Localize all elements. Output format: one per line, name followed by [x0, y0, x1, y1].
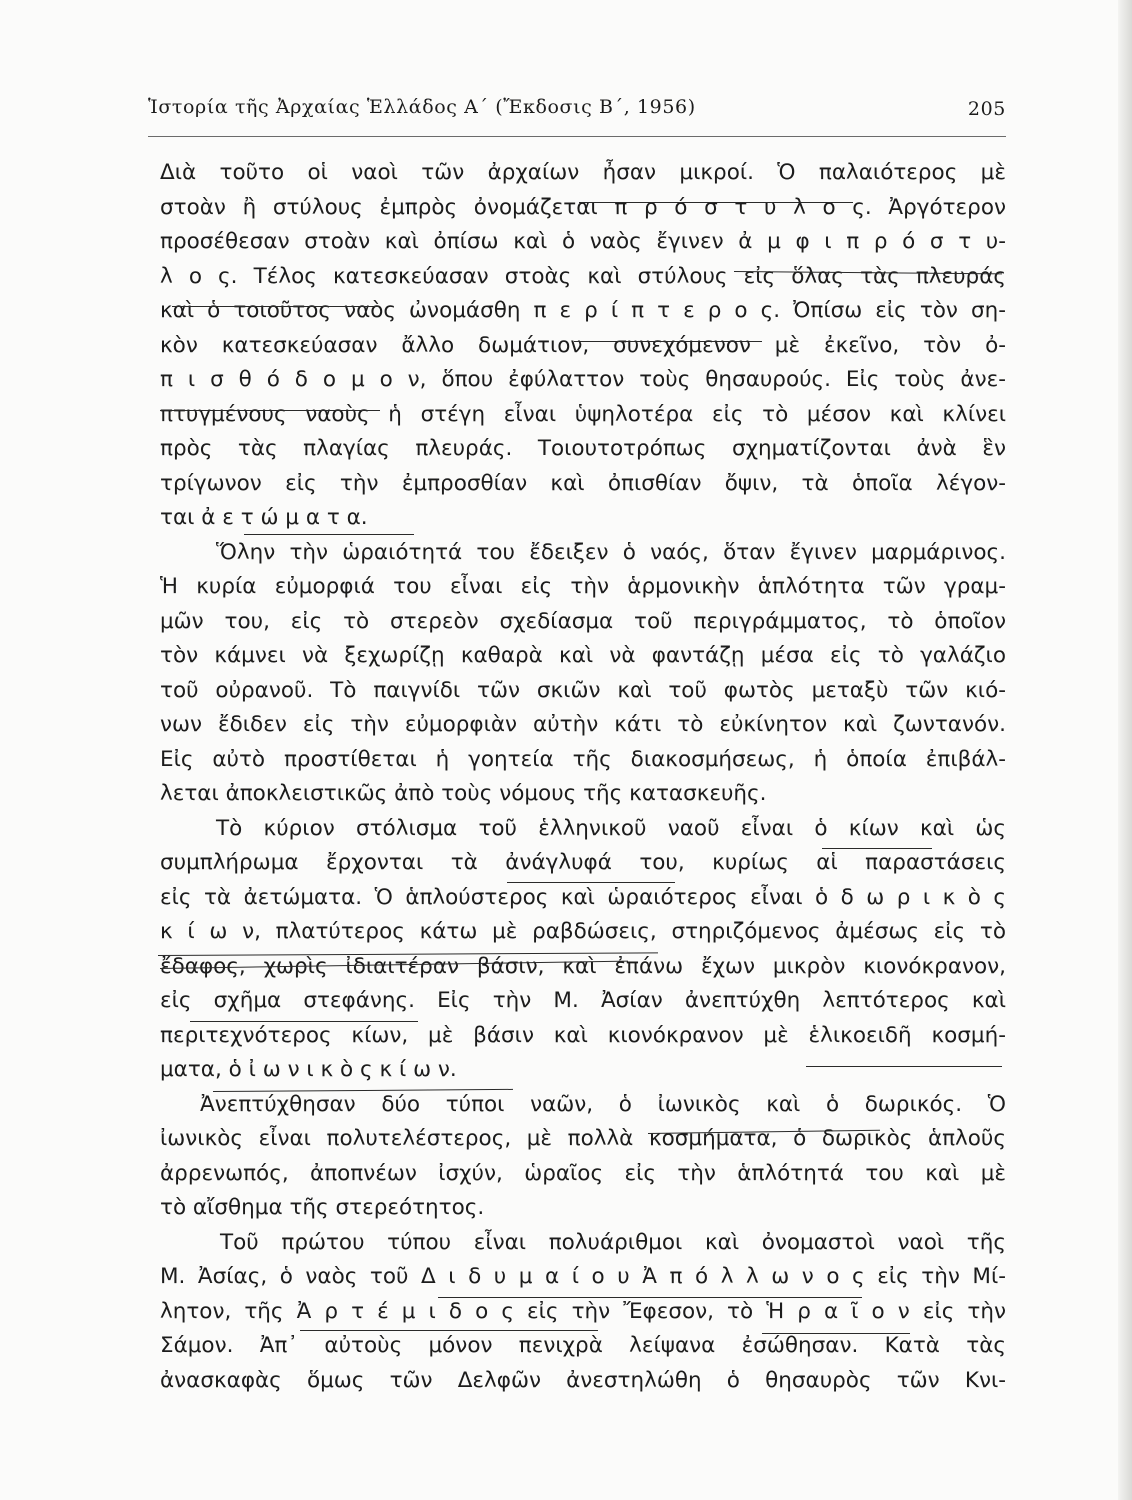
text-line: στοὰν ἢ στύλους ἐμπρὸς ὀνομάζεται π ρ ό σ τ υ λ ο ς. Ἀργότερον [160, 194, 1006, 220]
text-line: καὶ ὁ τοιοῦτος ναὸς ὠνομάσθη π ε ρ ί π τ ε ρ ο ς. Ὀπίσω εἰς τὸν ση- [160, 298, 1006, 323]
text-line: κ ί ω ν, πλατύτερος κάτω μὲ ραβδώσεις, στηριζόμενος ἀμέσως εἰς τὸ [160, 919, 1006, 944]
page-number: 205 [967, 98, 1006, 120]
text-line: πρὸς τὰς πλαγίας πλευράς. Τοιουτοτρόπως σχηματίζονται ἀνὰ ἓν [160, 436, 1006, 461]
text-line: ἀνασκαφὰς ὅμως τῶν Δελφῶν ἀνεστηλώθη ὁ θησαυρὸς τῶν Κνι- [160, 1367, 1006, 1393]
text-line: κὸν κατεσκεύασαν ἄλλο δωμάτιον, συνεχόμενον μὲ ἐκεῖνο, τὸν ὀ- [160, 332, 1006, 358]
text-line: ἰωνικὸς εἶναι πολυτελέστερος, μὲ πολλὰ κοσμήματα, ὁ δωρικὸς ἁπλοῦς [160, 1126, 1006, 1151]
text-line: περιτεχνότερος κίων, μὲ βάσιν καὶ κιονόκρανον μὲ ἑλικοειδῆ κοσμή- [160, 1022, 1006, 1048]
text-line: εἰς σχῆμα στεφάνης. Εἰς τὴν Μ. Ἀσίαν ἀνεπτύχθη λεπτότερος καὶ [160, 988, 1006, 1013]
text-line: μῶν του, εἰς τὸ στερεὸν σχεδίασμα τοῦ περιγράμματος, τὸ ὁποῖον [160, 608, 1006, 634]
text-line: ται ἀ ε τ ώ μ α τ α. [160, 505, 368, 530]
text-line: συμπλήρωμα ἔρχονται τὰ ἀνάγλυφά του, κυρίως αἱ παραστάσεις [160, 850, 1006, 875]
pen-underline [507, 882, 675, 883]
page-edge-shadow [1118, 0, 1132, 1500]
pen-underline [244, 534, 414, 535]
text-line: Τοῦ πρώτου τύπου εἶναι πολυάριθμοι καὶ ὀνομαστοὶ ναοὶ τῆς [220, 1229, 1006, 1255]
pen-underline [762, 1333, 910, 1334]
text-line: Ὅλην τὴν ὡραιότητά του ἔδειξεν ὁ ναός, ὅταν ἔγινεν μαρμάρινος. [216, 539, 1006, 565]
body-text [160, 156, 1006, 1398]
pen-underline [438, 1297, 862, 1298]
text-line: Μ. Ἀσίας, ὁ ναὸς τοῦ Δ ι δ υ μ α ί ο υ Ἀ π ό λ λ ω ν ο ς εἰς τὴν Μί- [160, 1264, 1006, 1289]
pen-underline [574, 341, 762, 342]
text-line: Διὰ τοῦτο οἱ ναοὶ τῶν ἀρχαίων ἦσαν μικροί. Ὁ παλαιότερος μὲ [160, 160, 1006, 185]
text-line: τὸν κάμνει νὰ ξεχωρίζῃ καθαρὰ καὶ νὰ φαντάζῃ μέσα εἰς τὸ γαλάζιο [160, 643, 1006, 668]
pen-underline [172, 306, 380, 307]
text-line: Ἡ κυρία εὐμορφιά του εἶναι εἰς τὴν ἁρμονικὴν ἁπλότητα τῶν γραμ- [160, 574, 1006, 599]
text-line: λητον, τῆς Ἀ ρ τ έ μ ι δ ο ς εἰς τὴν Ἔφεσον, τὸ Ἡ ρ α ῖ ο ν εἰς τὴν [160, 1298, 1006, 1324]
text-line: ἀρρενωπός, ἀποπνέων ἰσχύν, ὡραῖος εἰς τὴν ἁπλότητά του καὶ μὲ [160, 1160, 1006, 1186]
pen-underline [806, 1066, 1002, 1067]
text-line: λ ο ς. Τέλος κατεσκεύασαν στοὰς καὶ στύλους εἰς ὅλας τὰς πλευράς [160, 263, 1006, 289]
text-line: ματα, ὁ ἰ ω ν ι κ ὸ ς κ ί ω ν. [160, 1057, 457, 1082]
text-line: εἰς τὰ ἀετώματα. Ὁ ἁπλούστερος καὶ ὡραιότερος εἶναι ὁ δ ω ρ ι κ ὸ ς [160, 884, 1006, 910]
pen-underline [160, 410, 380, 411]
text-line: Τὸ κύριον στόλισμα τοῦ ἑλληνικοῦ ναοῦ εἶναι ὁ κίων καὶ ὡς [216, 815, 1006, 841]
text-line: νων ἔδιδεν εἰς τὴν εὐμορφιὰν αὐτὴν κάτι τὸ εὐκίνητον καὶ ζωντανόν. [160, 712, 1006, 737]
text-line: Ἀνεπτύχθησαν δύο τύποι ναῶν, ὁ ἰωνικὸς καὶ ὁ δωρικός. Ὁ [200, 1091, 1006, 1117]
text-line: Εἰς αὐτὸ προστίθεται ἡ γοητεία τῆς διακοσμήσεως, ἡ ὁποία ἐπιβάλ- [160, 746, 1006, 772]
text-line: προσέθεσαν στοὰν καὶ ὀπίσω καὶ ὁ ναὸς ἔγινεν ἀ μ φ ι π ρ ό σ τ υ- [160, 229, 1006, 254]
text-line: τοῦ οὐρανοῦ. Τὸ παιγνίδι τῶν σκιῶν καὶ τοῦ φωτὸς μεταξὺ τῶν κιό- [160, 677, 1006, 703]
text-line: πτυγμένους ναοὺς ἡ στέγη εἶναι ὑψηλοτέρα εἰς τὸ μέσον καὶ κλίνει [160, 401, 1006, 427]
pen-underline [822, 848, 932, 849]
header-title: Ἱστορία τῆς Ἀρχαίας Ἑλλάδος Α΄ (Ἔκδοσις Β΄, 1956) [148, 96, 696, 118]
pen-underline [579, 202, 853, 203]
text-line: Σάμον. Ἀπ᾿ αὐτοὺς μόνον πενιχρὰ λείψανα ἐσώθησαν. Κατὰ τὰς [160, 1333, 1006, 1358]
header-rule [148, 136, 1006, 137]
pen-underline [300, 1330, 598, 1331]
text-line: λεται ἀποκλειστικῶς ἀπὸ τοὺς νόμους τῆς κατασκευῆς. [160, 781, 767, 806]
pen-underline [190, 1021, 418, 1022]
text-line: τρίγωνον εἰς τὴν ἐμπροσθίαν καὶ ὀπισθίαν ὄψιν, τὰ ὁποῖα λέγον- [160, 470, 1006, 496]
text-line: π ι σ θ ό δ ο μ ο ν, ὅπου ἐφύλαττον τοὺς θησαυρούς. Εἰς τοὺς ἀνε- [160, 367, 1006, 392]
text-line: τὸ αἴσθημα τῆς στερεότητος. [160, 1195, 485, 1220]
text-line: ἔδαφος, χωρὶς ἰδιαιτέραν βάσιν, καὶ ἐπάνω ἔχων μικρὸν κιονόκρανον, [160, 953, 1006, 979]
